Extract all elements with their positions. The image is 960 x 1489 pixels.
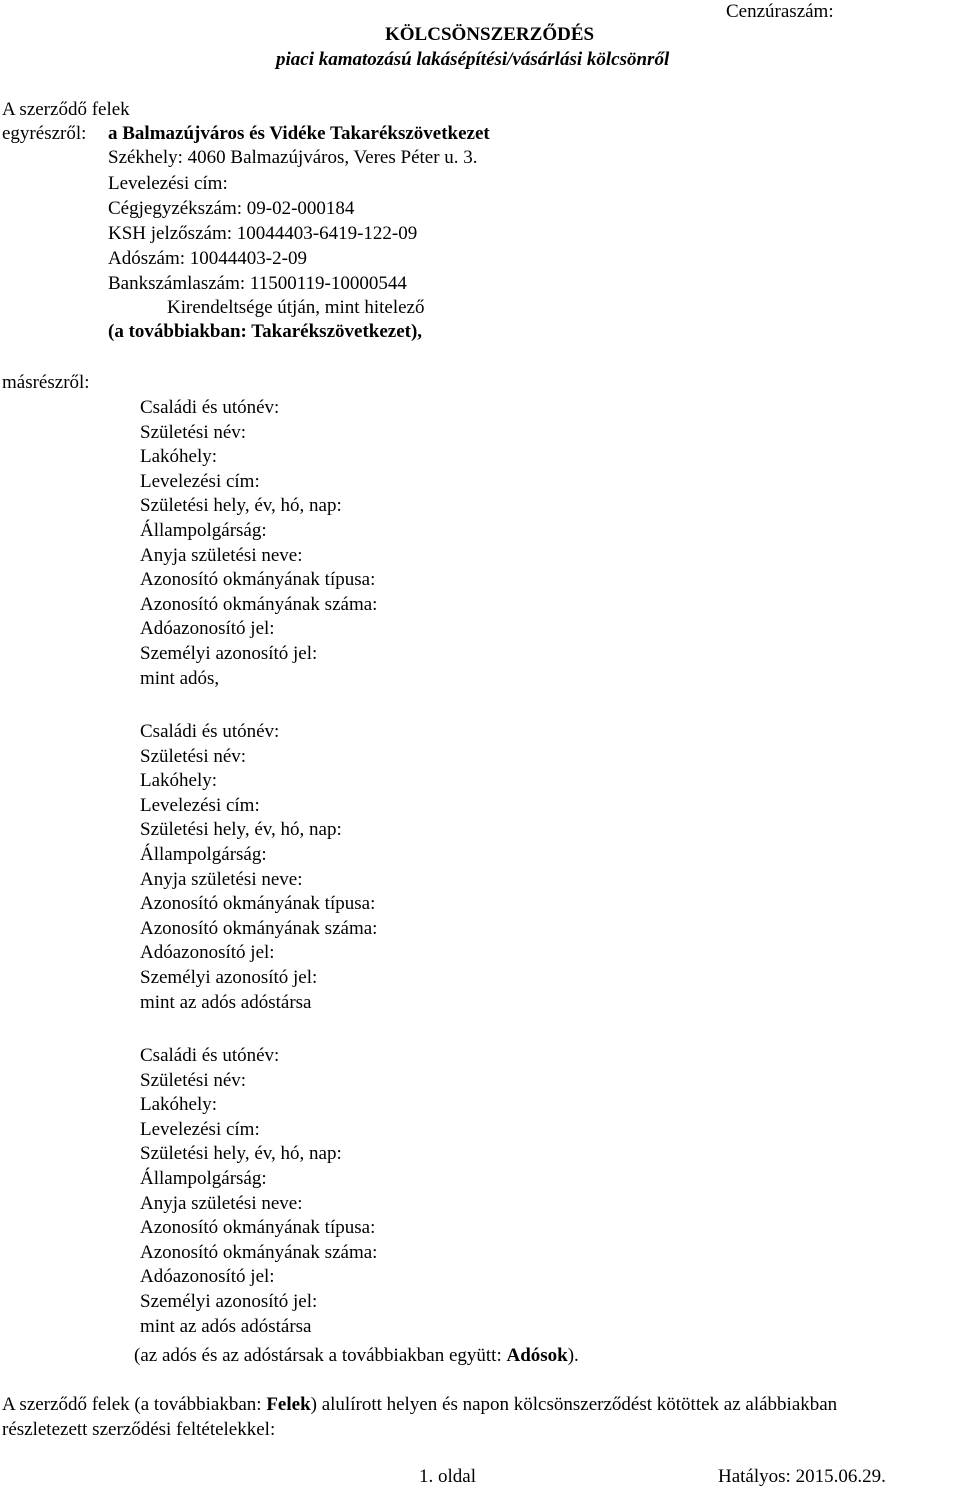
closing-paragraph-line-1 bbox=[2, 1393, 837, 1417]
creditor-bank-account: Bankszámlaszám: 11500119-10000544 bbox=[108, 273, 407, 294]
field-family-name: Családi és utónév: bbox=[140, 397, 280, 418]
field-mother-name: Anyja születési neve: bbox=[140, 1192, 303, 1214]
codebtor-1-block bbox=[140, 720, 377, 1015]
field-residence: Lakóhely: bbox=[140, 1094, 218, 1116]
creditor-branch: Kirendeltsége útján, mint hitelező bbox=[167, 297, 425, 318]
creditor-name: a Balmazújváros és Vidéke Takarékszövetkezet bbox=[108, 123, 490, 144]
field-birth-name: Születési név: bbox=[140, 1069, 247, 1091]
field-residence: Lakóhely: bbox=[140, 446, 218, 468]
other-side-label: másrészről: bbox=[2, 372, 90, 393]
field-postal-address: Levelezési cím: bbox=[140, 470, 260, 492]
creditor-tax-number: Adószám: 10044403-2-09 bbox=[108, 248, 307, 269]
field-birth-place-date: Születési hely, év, hó, nap: bbox=[140, 495, 342, 517]
field-id-number: Azonosító okmányának száma: bbox=[140, 1241, 378, 1263]
closing-paragraph-line-2: részletezett szerződési feltételekkel: bbox=[2, 1419, 276, 1440]
field-citizenship: Állampolgárság: bbox=[140, 1167, 267, 1189]
field-residence: Lakóhely: bbox=[140, 770, 218, 792]
field-id-type: Azonosító okmányának típusa: bbox=[140, 1217, 376, 1239]
role-codebtor: mint az adós adóstársa bbox=[140, 991, 312, 1013]
contract-title: KÖLCSÖNSZERZŐDÉS bbox=[385, 24, 595, 45]
field-id-type: Azonosító okmányának típusa: bbox=[140, 569, 376, 591]
field-tax-id: Adóazonosító jel: bbox=[140, 1266, 275, 1288]
field-personal-id: Személyi azonosító jel: bbox=[140, 966, 318, 988]
field-postal-address: Levelezési cím: bbox=[140, 1118, 260, 1140]
field-id-number: Azonosító okmányának száma: bbox=[140, 593, 378, 615]
field-id-type: Azonosító okmányának típusa: bbox=[140, 893, 376, 915]
field-id-number: Azonosító okmányának száma: bbox=[140, 917, 378, 939]
field-mother-name: Anyja születési neve: bbox=[140, 544, 303, 566]
creditor-hereinafter: (a továbbiakban: Takarékszövetkezet), bbox=[108, 321, 423, 342]
debtors-together-note bbox=[134, 1344, 579, 1368]
effective-date: Hatályos: 2015.06.29. bbox=[718, 1466, 886, 1487]
parties-intro: A szerződő felek bbox=[2, 99, 130, 120]
contract-subtitle: piaci kamatozású lakásépítési/vásárlási kölcsönről bbox=[276, 49, 670, 70]
closing-prefix: A szerződő felek (a továbbiakban: bbox=[2, 1394, 267, 1415]
field-birth-place-date: Születési hely, év, hó, nap: bbox=[140, 819, 342, 841]
creditor-postal-address: Levelezési cím: bbox=[108, 173, 228, 194]
creditor-seat: Székhely: 4060 Balmazújváros, Veres Péter u. 3. bbox=[108, 147, 478, 168]
field-postal-address: Levelezési cím: bbox=[140, 794, 260, 816]
codebtor-2-block bbox=[140, 1044, 377, 1339]
closing-suffix: ) alulírott helyen és napon kölcsönszerződést kötöttek az alábbiakban bbox=[310, 1394, 838, 1415]
creditor-ksh-code: KSH jelzőszám: 10044403-6419-122-09 bbox=[108, 223, 418, 244]
field-personal-id: Személyi azonosító jel: bbox=[140, 1290, 318, 1312]
debtors-together-suffix: ). bbox=[567, 1345, 579, 1366]
field-family-name: Családi és utónév: bbox=[140, 1045, 280, 1066]
field-tax-id: Adóazonosító jel: bbox=[140, 618, 275, 640]
field-citizenship: Állampolgárság: bbox=[140, 843, 267, 865]
field-personal-id: Személyi azonosító jel: bbox=[140, 642, 318, 664]
page-number: 1. oldal bbox=[419, 1466, 476, 1487]
one-side-label: egyrészről: bbox=[2, 123, 87, 144]
role-codebtor: mint az adós adóstársa bbox=[140, 1315, 312, 1337]
field-family-name: Családi és utónév: bbox=[140, 721, 280, 742]
role-debtor: mint adós, bbox=[140, 667, 220, 689]
field-birth-name: Születési név: bbox=[140, 745, 247, 767]
censor-number-label: Cenzúraszám: bbox=[726, 1, 834, 22]
creditor-company-reg: Cégjegyzékszám: 09-02-000184 bbox=[108, 198, 355, 219]
debtor-block bbox=[140, 396, 377, 691]
field-birth-name: Születési név: bbox=[140, 421, 247, 443]
field-mother-name: Anyja születési neve: bbox=[140, 868, 303, 890]
field-birth-place-date: Születési hely, év, hó, nap: bbox=[140, 1143, 342, 1165]
debtors-together-term: Adósok bbox=[506, 1345, 568, 1366]
closing-parties-term: Felek bbox=[266, 1394, 311, 1415]
field-tax-id: Adóazonosító jel: bbox=[140, 942, 275, 964]
field-citizenship: Állampolgárság: bbox=[140, 519, 267, 541]
debtors-together-prefix: (az adós és az adóstársak a továbbiakban együtt: bbox=[134, 1345, 507, 1366]
